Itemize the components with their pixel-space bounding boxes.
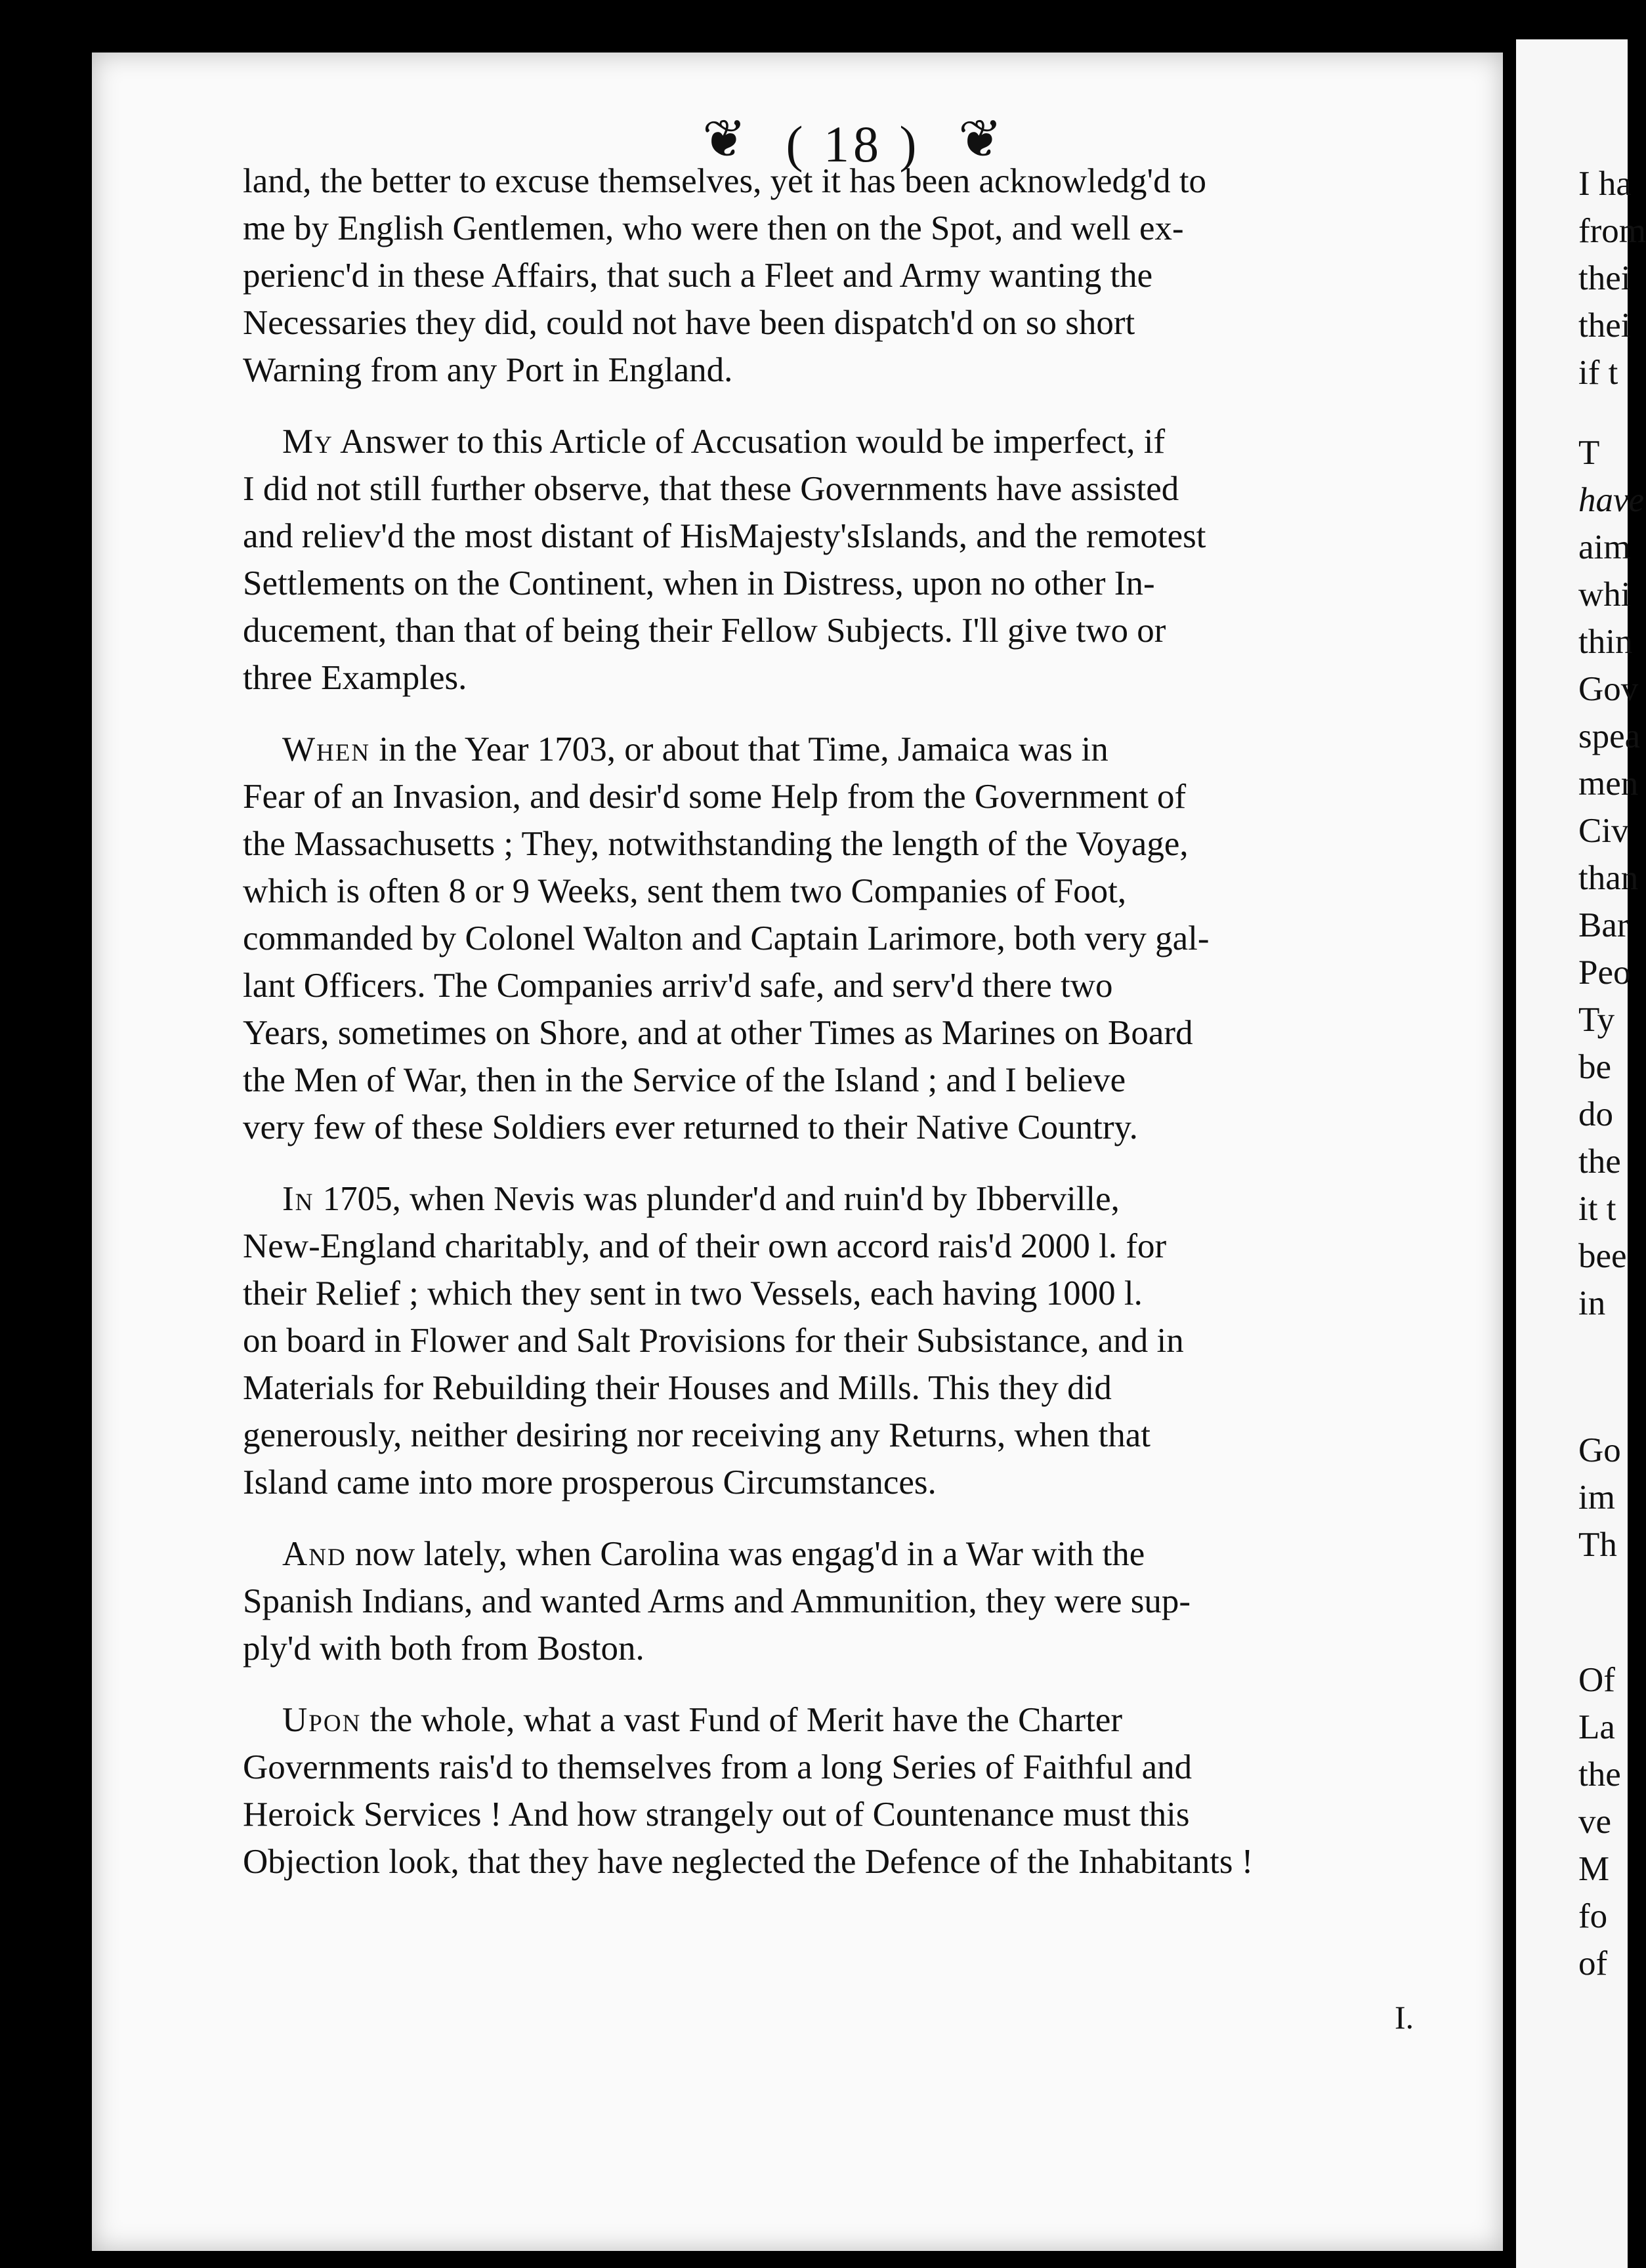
text-line: ducement, than that of being their Fellow Subjects. I'll give two or [243,612,1166,650]
facing-page-line: thin [1578,623,1633,661]
facing-page-line: Of [1578,1661,1615,1699]
text-line: commanded by Colonel Walton and Captain Larimore, both very gal- [243,919,1210,957]
text-line: Warning from any Port in England. [243,351,733,389]
text-line: Heroick Services ! And how strangely out of Countenance must this [243,1796,1190,1834]
facing-page-line: the [1578,1755,1621,1794]
text-line: perienc'd in these Affairs, that such a Fleet and Army wanting the [243,257,1153,295]
facing-page-line: from [1578,212,1646,250]
lead-word: Upon [282,1701,362,1739]
paragraph-6 [243,1696,1404,1885]
facing-page-line: Bar [1578,906,1629,944]
facing-page-line: I ha [1578,165,1632,203]
lead-word: In [282,1180,314,1218]
text-line: me by English Gentlemen, who were then on the Spot, and well ex- [243,209,1184,247]
paragraph-3 [243,726,1404,1151]
text-line [243,1530,1404,1578]
facing-page-line: Civ [1578,812,1629,850]
facing-page-line: ve [1578,1803,1612,1841]
head-ornament-right: ❦ [958,111,1003,169]
text-line: lant Officers. The Companies arriv'd safe, and serv'd there two [243,967,1113,1005]
facing-page-line: it t [1578,1190,1616,1228]
head-ornament-left: ❦ [702,111,747,169]
text-line-rest: the whole, what a vast Fund of Merit have the Charter [361,1701,1123,1739]
facing-page-line: Peo [1578,954,1631,992]
text-line: the Massachusetts ; They, notwithstanding the length of the Voyage, [243,825,1189,863]
paragraph-4 [243,1175,1404,1506]
text-line-rest: now lately, when Carolina was engag'd in a War with the [346,1535,1145,1573]
text-line-rest: 1705, when Nevis was plunder'd and ruin'd by Ibberville, [314,1180,1120,1218]
paragraph-2 [243,418,1404,702]
paragraph-1 [243,158,1404,394]
facing-page-line: fo [1578,1897,1608,1935]
text-line: very few of these Soldiers ever returned to their Native Country. [243,1108,1138,1146]
facing-page-edge [1516,39,1646,2268]
lead-word: And [282,1535,347,1573]
catchword: I. [1395,1999,1414,2036]
text-line: Years, sometimes on Shore, and at other Times as Marines on Board [243,1014,1193,1052]
text-line: Fear of an Invasion, and desir'd some Help from the Government of [243,778,1187,816]
facing-page-line: Ty [1578,1001,1615,1039]
facing-page-line: Go [1578,1431,1621,1469]
facing-page-line: T [1578,434,1600,472]
facing-page-line: bee [1578,1237,1627,1275]
text-line: and reliev'd the most distant of HisMajesty'sIslands, and the remotest [243,517,1206,555]
facing-page-line: in [1578,1284,1606,1322]
facing-page-line: im [1578,1479,1615,1517]
text-line: Materials for Rebuilding their Houses and Mills. This they did [243,1369,1112,1407]
text-line: on board in Flower and Salt Provisions for their Subsistance, and in [243,1322,1184,1360]
facing-page-line: La [1578,1708,1615,1746]
page-number: ( 18 ) [786,116,921,173]
facing-page-line: be [1578,1048,1612,1086]
paragraph-5 [243,1530,1404,1672]
text-line: New-England charitably, and of their own accord rais'd 2000 l. for [243,1227,1167,1265]
facing-page-line: spea [1578,717,1641,755]
text-line: Governments rais'd to themselves from a long Series of Faithful and [243,1748,1192,1786]
facing-page-line: the [1578,1143,1621,1181]
body-text [243,158,1404,1910]
text-line: Necessaries they did, could not have been dispatch'd on so short [243,304,1135,342]
lead-word: My [282,423,333,461]
facing-page-line: men [1578,765,1639,803]
text-line [243,1175,1404,1223]
text-line: Settlements on the Continent, when in Distress, upon no other In- [243,564,1155,602]
text-line: Spanish Indians, and wanted Arms and Ammunition, they were sup- [243,1582,1191,1620]
text-line: Island came into more prosperous Circumstances. [243,1463,937,1502]
text-line-rest: in the Year 1703, or about that Time, Jamaica was in [370,730,1108,768]
facing-page-line: Gov [1578,670,1639,708]
facing-page-line: M [1578,1850,1610,1888]
facing-page-line: thei [1578,306,1631,345]
facing-page-line: do [1578,1095,1613,1133]
facing-page-line: if t [1578,354,1618,392]
facing-page-line: thei [1578,259,1631,297]
facing-page-line: whi [1578,576,1631,614]
facing-page-line: have [1578,481,1645,519]
text-line: the Men of War, then in the Service of the Island ; and I believe [243,1061,1126,1099]
text-line: three Examples. [243,659,467,697]
text-line: land, the better to excuse themselves, yet it has been acknowledg'd to [243,162,1207,200]
facing-page-line: Th [1578,1526,1617,1564]
facing-page-line: of [1578,1944,1608,1983]
facing-page-line: aim [1578,528,1631,566]
text-line: which is often 8 or 9 Weeks, sent them two Companies of Foot, [243,872,1127,910]
text-line: I did not still further observe, that these Governments have assisted [243,470,1179,508]
facing-page-line: than [1578,859,1639,897]
text-line [243,418,1404,465]
page-gutter [1503,0,1516,2268]
text-line: ply'd with both from Boston. [243,1629,644,1668]
text-line [243,726,1404,773]
text-line: Objection look, that they have neglected the Defence of the Inhabitants ! [243,1843,1254,1881]
text-line-rest: Answer to this Article of Accusation would be imperfect, if [333,423,1166,461]
text-line: their Relief ; which they sent in two Vessels, each having 1000 l. [243,1274,1143,1312]
lead-word: When [282,730,371,768]
text-line [243,1696,1404,1744]
text-line: generously, neither desiring nor receiving any Returns, when that [243,1416,1150,1454]
